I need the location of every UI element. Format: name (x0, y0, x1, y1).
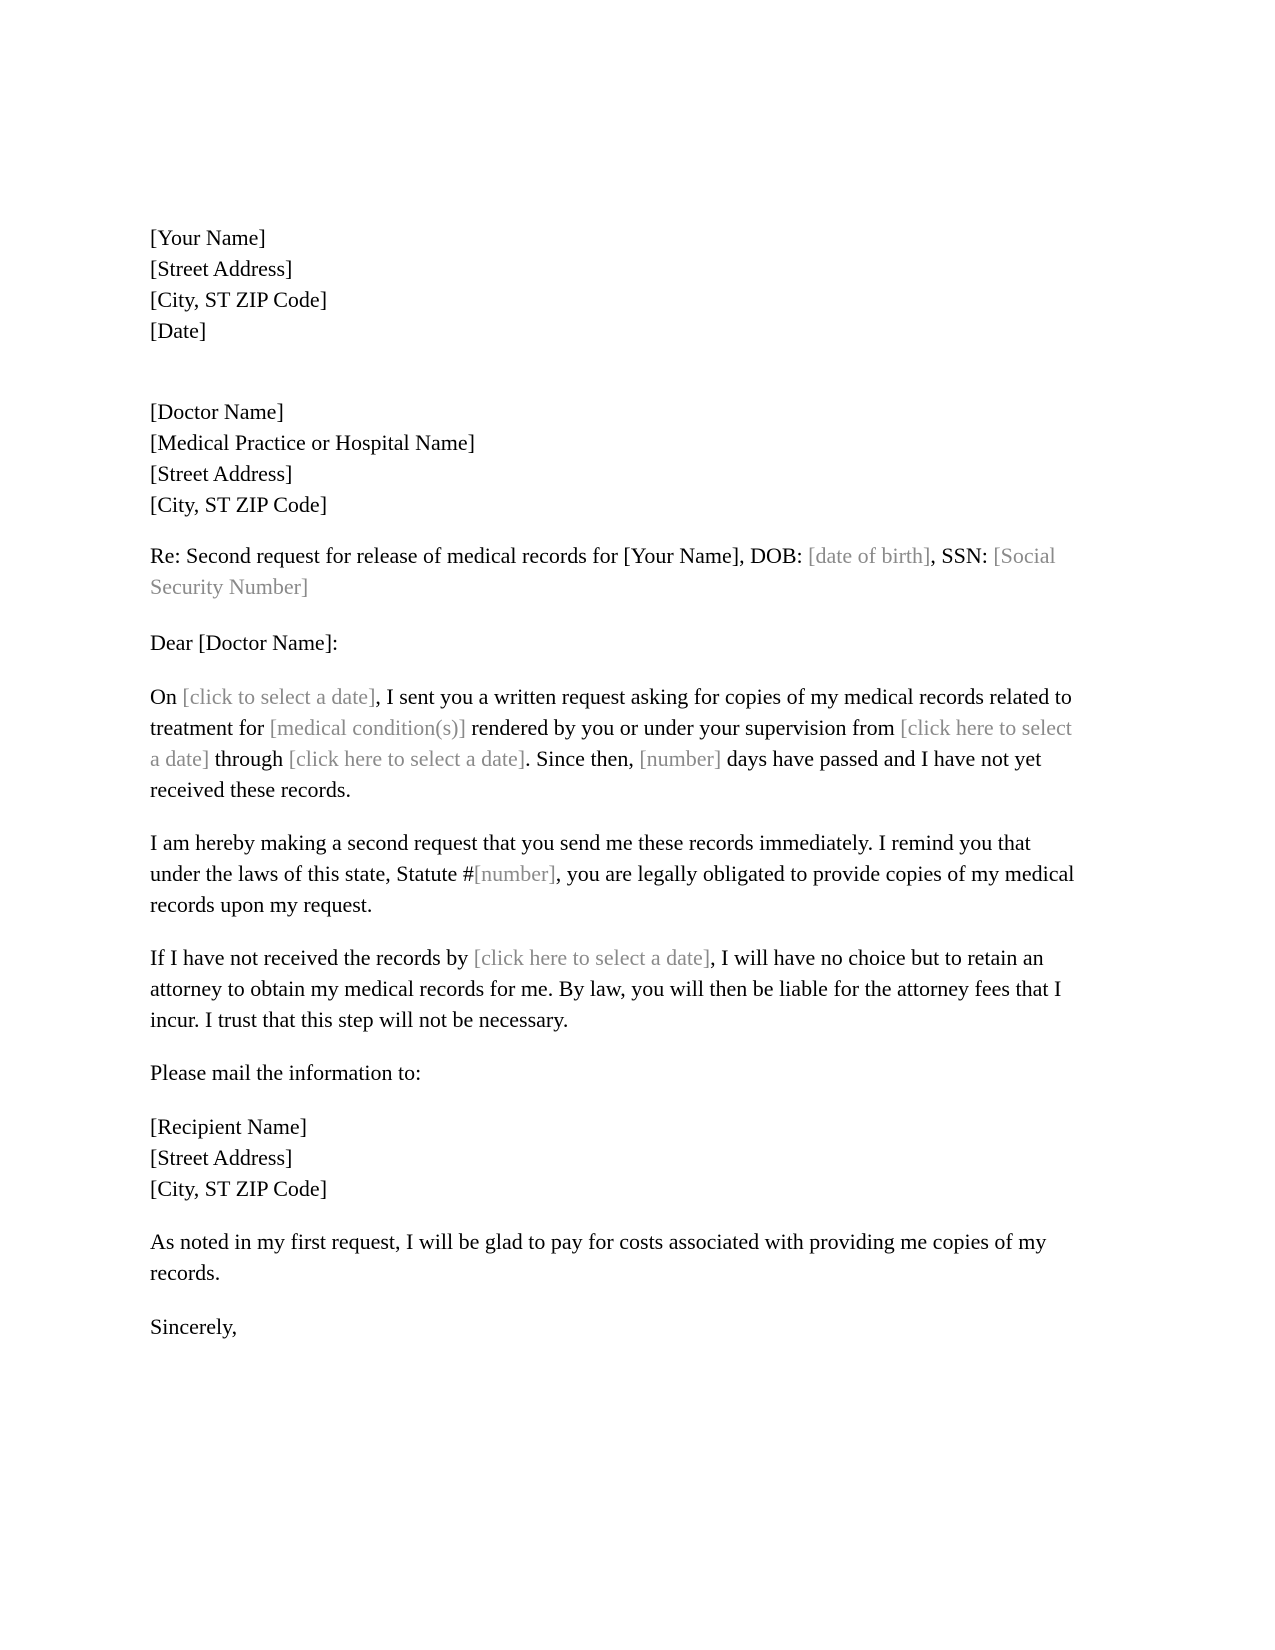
recipient-street: [Street Address] (150, 461, 293, 486)
mail-city: [City, ST ZIP Code] (150, 1176, 328, 1201)
para3-text: , I will have no choice but to retain an (710, 945, 1044, 970)
ssn-label: , SSN: (930, 543, 994, 568)
medical-condition-placeholder[interactable]: [medical condition(s)] (269, 715, 466, 740)
para2-text: records upon my request. (150, 892, 373, 917)
treatment-start-date-placeholder-cont[interactable]: a date] (150, 746, 210, 771)
para1-text: through (209, 746, 289, 771)
para2-text: I am hereby making a second request that you send me these records immediately. I remind you that (150, 830, 1031, 855)
para1-text: , I sent you a written request asking for copies of my medical records related to (375, 684, 1072, 709)
salutation (150, 627, 1118, 658)
mailing-address (150, 1111, 1118, 1204)
recipient-address (150, 396, 1118, 520)
para3-text: If I have not received the records by (150, 945, 474, 970)
paragraph-second-request (150, 827, 1118, 920)
letter-date: [Date] (150, 318, 207, 343)
para1-text: rendered by you or under your supervision from (465, 715, 901, 740)
paragraph-first-request (150, 681, 1118, 805)
treatment-end-date-placeholder[interactable]: [click here to select a date] (288, 746, 526, 771)
first-request-date-placeholder[interactable]: [click to select a date] (182, 684, 376, 709)
para4-text: records. (150, 1260, 221, 1285)
paragraph-attorney-warning (150, 942, 1118, 1035)
dob-placeholder[interactable]: [date of birth] (808, 543, 931, 568)
mail-recipient-name: [Recipient Name] (150, 1114, 307, 1139)
re-line (150, 540, 1118, 602)
mail-street: [Street Address] (150, 1145, 293, 1170)
statute-number-placeholder[interactable]: [number] (473, 861, 556, 886)
recipient-doctor: [Doctor Name] (150, 399, 284, 424)
sender-street: [Street Address] (150, 256, 293, 281)
para1-text: On (150, 684, 183, 709)
sender-name: [Your Name] (150, 225, 266, 250)
mail-intro-text: Please mail the information to: (150, 1060, 422, 1085)
closing-text: Sincerely, (150, 1314, 238, 1339)
ssn-placeholder-part1[interactable]: [Social (993, 543, 1056, 568)
para1-text: treatment for (150, 715, 270, 740)
letter-page (150, 222, 1118, 1342)
para4-text: As noted in my first request, I will be glad to pay for costs associated with providing me copies of my (150, 1229, 1047, 1254)
mail-intro (150, 1057, 1118, 1088)
para1-text: days have passed and I have not yet (721, 746, 1042, 771)
re-prefix: Re: Second request for release of medical records for [Your Name], DOB: (150, 543, 809, 568)
para3-text: incur. I trust that this step will not be necessary. (150, 1007, 569, 1032)
para3-text: attorney to obtain my medical records for me. By law, you will then be liable for the attorney fees that I (150, 976, 1062, 1001)
para2-text: , you are legally obligated to provide copies of my medical (555, 861, 1075, 886)
para2-text: under the laws of this state, Statute # (150, 861, 474, 886)
salutation-text: Dear [Doctor Name]: (150, 630, 339, 655)
paragraph-costs (150, 1226, 1118, 1288)
sender-address (150, 222, 1118, 346)
recipient-city: [City, ST ZIP Code] (150, 492, 328, 517)
recipient-practice: [Medical Practice or Hospital Name] (150, 430, 475, 455)
para1-text: . Since then, (525, 746, 640, 771)
closing (150, 1311, 1118, 1342)
days-number-placeholder[interactable]: [number] (639, 746, 722, 771)
treatment-start-date-placeholder[interactable]: [click here to select (900, 715, 1072, 740)
para1-text: received these records. (150, 777, 351, 802)
sender-city: [City, ST ZIP Code] (150, 287, 328, 312)
deadline-date-placeholder[interactable]: [click here to select a date] (473, 945, 711, 970)
ssn-placeholder-part2[interactable]: Security Number] (150, 574, 309, 599)
